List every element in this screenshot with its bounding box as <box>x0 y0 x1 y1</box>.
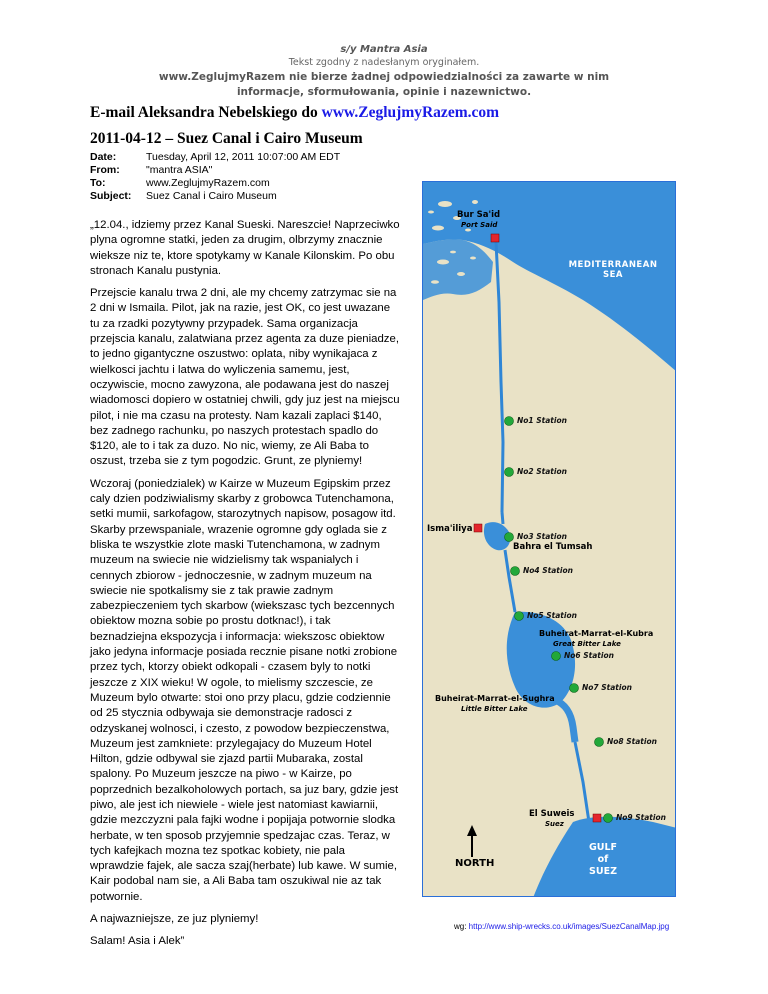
meta-key: Subject: <box>90 190 132 202</box>
map-source <box>454 922 669 931</box>
station-4-marker <box>511 567 520 576</box>
great-bitter-lake-sublabel: Great Bitter Lake <box>553 640 621 648</box>
source-prefix: wg: <box>454 922 469 931</box>
meta-row-from <box>90 164 340 177</box>
station-9-marker <box>604 814 613 823</box>
station-8-label: No8 Station <box>607 737 657 746</box>
site-header-note: Tekst zgodny z nadesłanym oryginałem. <box>288 57 480 68</box>
little-bitter-lake-sublabel: Little Bitter Lake <box>461 705 528 713</box>
meta-key: From: <box>90 164 120 176</box>
gulf-label-line2: of <box>597 854 609 865</box>
suez-label: El Suweis <box>529 809 575 819</box>
meta-key: To: <box>90 177 106 189</box>
email-body <box>90 218 400 957</box>
station-5-label: No5 Station <box>527 611 577 620</box>
ismailia-label: Isma'iliya <box>427 524 473 534</box>
station-7-marker <box>570 684 579 693</box>
port-said-label: Bur Sa'id <box>457 210 501 220</box>
site-header-disclaimer <box>0 70 768 100</box>
disclaimer-line-1: www.ZeglujmyRazem nie bierze żadnej odpowiedzialności za zawarte w nim <box>158 71 610 83</box>
station-1-label: No1 Station <box>517 416 567 425</box>
body-paragraph: Wczoraj (poniedzialek) w Kairze w Muzeum Egipskim przez caly dzien podziwialismy skarby z grobowca Tutenchamona, setki mumii, sarkofagow, starozytnych napisow, posagow itd. Skarby przewspaniale, wrazenie ogromne gdy oglada sie z bliska te wszystkie zlote maski Tutenchamona, w zadnym muzeum na swiecie nie widzielismy tak wspanialych i cennych zbiorow - jednoczesnie, w zadnym muzeum na swiecie nie spotkalismy sie z tak prawie zadnym zabezpieczeniem tych skarbow (wiekszasc tych bezcennych obiektow mozna sobie po prostu dotknac!), i tak beznadziejna ekspozycja i informacja: wiekszosc obiektow jako jedyna informacje posiada recznie pisane notki zrobione przez tych, ktorzy obiekt odkopali - czasem byly to notki jeszcze z XIX wieku! W ogole, to mielismy szczescie, ze Muzeum bylo otwarte: stoi ono przy placu, gdzie codziennie od 25 stycznia odbywaja sie demonstracje radosci z odzyskanej wolnosci, i czesto, z powodow bezpieczenstwa, Muzeum jest zamkniete: przylegajacy do Muzeum Hotel Hilton, gdzie odbywal sie zjazd partii Mubaraka, zostal spalony. Po Muzeum jeszcze na piwo - w Kairze, po poprzednich bezalkoholowych portach, sa juz bary, gdzie jest piwo, ale jest ich niewiele - wiele jest natomiast kawiarnii, gdzie mezczyzni pala fajki wodne i popijaja potwornie slodka herbate, w ten sposob przyjemnie spedzajac czas. Teraz, w tych kafejkach mozna tez spotkac kobiety, nie pala wprawdzie fajek, ale sacza szaj(herbate) lub kawe. W sumie, Kair podobal nam sie, a Ali Baba tam oszukiwal nie az tak potwornie. <box>90 477 399 903</box>
canal-north <box>496 242 503 512</box>
body-paragraph: Przejscie kanalu trwa 2 dni, ale my chcemy zatrzymac sie na 2 dni w Ismaila. Pilot, jak na razie, jest OK, co jest uwazane tu za rzadki pozytywny przypadek. Sama organizacja przejscia kanalu, zalatwiana przez agenta za duze pieniadze, to jedno gigantyczne oszustwo: oplata, niby wynikajaca z wielkosci jachtu i latwa do wyliczenia samemu, jest, oczywiscie, mocno zawyzona, ale podawana jest do naszej wiadomosci dopiero w ostatniej chwili, gdy juz jest na miejscu pilot, i nie ma czasu na protesty. Nam kazali zaplaci $140, bez zadnego rachunku, po naszych protestach spadlo do $120, ale to i tak za duzo. No nic, wiemy, ze Ali Baba to oszust, trzeba sie z tym pogodzic. Grunt, ze plyniemy! <box>90 287 400 468</box>
document-title <box>90 104 499 122</box>
ismailia-marker <box>474 524 482 532</box>
gulf-label-line3: SUEZ <box>589 866 617 877</box>
document-subtitle: 2011-04-12 – Suez Canal i Cairo Museum <box>90 130 363 147</box>
sea-label <box>563 260 663 280</box>
body-paragraph: Salam! Asia i Alek” <box>90 935 185 948</box>
sea-label-line1: MEDITERRANEAN <box>568 260 658 270</box>
port-said-marker <box>491 234 499 242</box>
suez-sublabel: Suez <box>545 820 564 828</box>
station-3-marker <box>505 533 514 542</box>
north-label: NORTH <box>455 858 495 869</box>
little-bitter-lake <box>555 700 575 742</box>
station-4-label: No4 Station <box>523 566 573 575</box>
station-7-label: No7 Station <box>582 683 632 692</box>
station-8-marker <box>595 738 604 747</box>
station-1-marker <box>505 417 514 426</box>
station-2-label: No2 Station <box>517 467 567 476</box>
suez-canal-map <box>422 181 676 897</box>
body-paragraph: A najwazniejsze, ze juz plyniemy! <box>90 913 259 926</box>
meta-value: www.ZeglujmyRazem.com <box>146 177 270 189</box>
little-bitter-lake-label: Buheirat-Marrat-el-Sughra <box>435 694 555 703</box>
title-prefix: E-mail Aleksandra Nebelskiego do <box>90 104 322 121</box>
great-bitter-lake-label: Buheirat-Marrat-el-Kubra <box>539 629 654 638</box>
body-paragraph: „12.04., idziemy przez Kanal Sueski. Nareszcie! Naprzeciwko plyna ogromne statki, jeden za drugim, olbrzymy znacznie wieksze niz te, ktore spotykamy w Kanale Kilonskim. Po obu stronach Kanalu pustynia. <box>90 219 400 277</box>
station-5-marker <box>515 612 524 621</box>
sea-label-line2: SEA <box>602 270 623 280</box>
station-9-label: No9 Station <box>616 813 666 822</box>
suez-marker <box>593 814 601 822</box>
gulf-label-line1: GULF <box>588 842 618 853</box>
meta-value: Tuesday, April 12, 2011 10:07:00 AM EDT <box>146 151 341 163</box>
port-said-sublabel: Port Said <box>461 221 498 229</box>
email-meta <box>90 151 340 203</box>
station-6-label: No6 Station <box>564 651 614 660</box>
station-6-marker <box>552 652 561 661</box>
meta-value: "mantra ASIA" <box>146 164 213 176</box>
lake-timsah-label: Bahra el Tumsah <box>513 542 593 552</box>
source-link[interactable]: http://www.ship-wrecks.co.uk/images/SuezCanalMap.jpg <box>468 922 670 931</box>
gulf-label <box>573 842 633 878</box>
meta-row-date <box>90 151 340 164</box>
meta-row-subject <box>90 190 340 203</box>
site-header-title: s/y Mantra Asia <box>340 44 428 55</box>
meta-key: Date: <box>90 151 117 163</box>
meta-value: Suez Canal i Cairo Museum <box>146 190 277 202</box>
station-2-marker <box>505 468 514 477</box>
meta-row-to <box>90 177 340 190</box>
disclaimer-line-2: informacje, sformułowania, opinie i nazewnictwo. <box>236 86 532 98</box>
title-link[interactable]: www.ZeglujmyRazem.com <box>321 104 500 121</box>
station-3-label: No3 Station <box>517 532 567 541</box>
